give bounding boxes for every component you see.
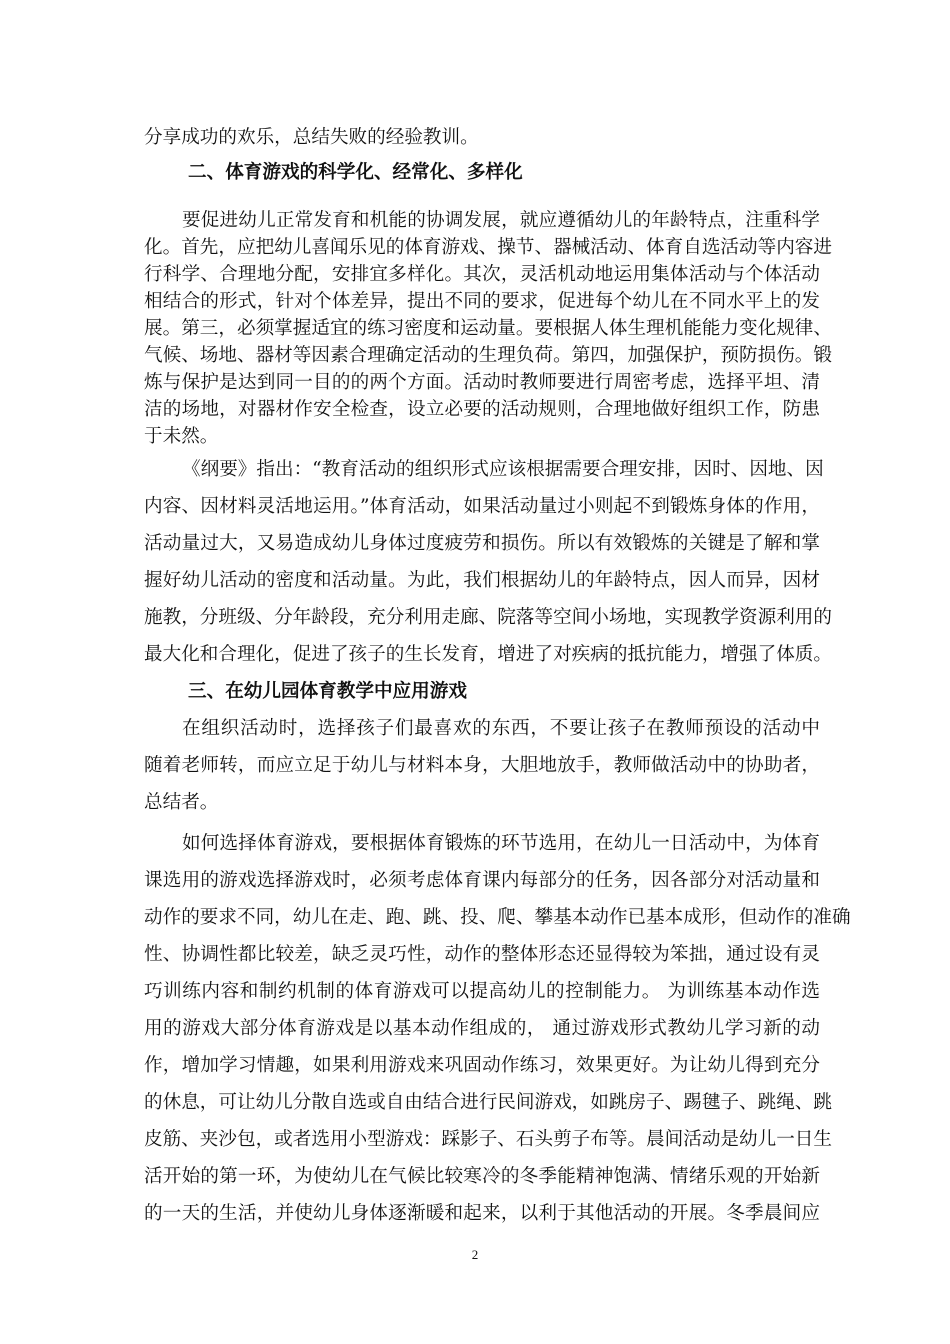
paragraph-line: 要促进幼儿正常发育和机能的协调发展，就应遵循幼儿的年龄特点，注重科学 (182, 210, 820, 231)
paragraph-line: 最大化和合理化，促进了孩子的生长发育，增进了对疾病的抵抗能力，增强了体质。 (144, 644, 832, 665)
paragraph-line: 用的游戏大部分体育游戏是以基本动作组成的， 通过游戏形式教幼儿学习新的动 (144, 1018, 820, 1039)
section-heading: 二、体育游戏的科学化、经常化、多样化 (188, 162, 523, 183)
paragraph-line: 握好幼儿活动的密度和活动量。为此，我们根据幼儿的年龄特点，因人而异，因材 (144, 570, 820, 591)
paragraph-line: 展。第三，必须掌握适宜的练习密度和运动量。要根据人体生理机能能力变化规律、 (144, 318, 832, 339)
page-number: 2 (471, 1247, 479, 1262)
paragraph-line: 炼与保护是达到同一目的的两个方面。活动时教师要进行周密考虑，选择平坦、清 (144, 372, 820, 393)
paragraph-line: 的休息，可让幼儿分散自选或自由结合进行民间游戏，如跳房子、踢毽子、跳绳、跳 (144, 1092, 832, 1113)
paragraph-line: 在组织活动时，选择孩子们最喜欢的东西，不要让孩子在教师预设的活动中 (182, 718, 820, 739)
paragraph-line: 性、协调性都比较差，缺乏灵巧性，动作的整体形态还显得较为笨拙，通过设有灵 (144, 944, 820, 965)
paragraph-line: 动作的要求不同，幼儿在走、跑、跳、投、爬、攀基本动作已基本成形，但动作的准确 (144, 907, 851, 928)
paragraph-line: 气候、场地、器材等因素合理确定活动的生理负荷。第四，加强保护，预防损伤。锻 (144, 345, 832, 366)
paragraph-line: 活开始的第一环，为使幼儿在气候比较寒冷的冬季能精神饱满、情绪乐观的开始新 (144, 1166, 820, 1187)
paragraph-line: 内容、因材料灵活地运用。”体育活动，如果活动量过小则起不到锻炼身体的作用， (144, 496, 820, 517)
paragraph-line: 相结合的形式，针对个体差异，提出不同的要求，促进每个幼儿在不同水平上的发 (144, 291, 820, 312)
paragraph-line: 皮筋、夹沙包，或者选用小型游戏：踩影子、石头剪子布等。晨间活动是幼儿一日生 (144, 1129, 832, 1150)
paragraph-line: 随着老师转，而应立足于幼儿与材料本身，大胆地放手，教师做活动中的协助者， (144, 755, 820, 776)
section-heading: 三、在幼儿园体育教学中应用游戏 (188, 681, 467, 702)
paragraph-line: 的一天的生活，并使幼儿身体逐渐暖和起来，以利于其他活动的开展。冬季晨间应 (144, 1203, 820, 1224)
paragraph-line: 巧训练内容和制约机制的体育游戏可以提高幼儿的控制能力。 为训练基本动作选 (144, 981, 820, 1002)
paragraph-line: 于未然。 (144, 426, 219, 447)
paragraph-line: 行科学、合理地分配，安排宜多样化。其次，灵活机动地运用集体活动与个体活动 (144, 264, 820, 285)
paragraph-line: 洁的场地，对器材作安全检查，设立必要的活动规则，合理地做好组织工作，防患 (144, 399, 820, 420)
paragraph-line: 如何选择体育游戏，要根据体育锻炼的环节选用，在幼儿一日活动中，为体育 (182, 833, 820, 854)
paragraph-line: 课选用的游戏选择游戏时，必须考虑体育课内每部分的任务，因各部分对活动量和 (144, 870, 820, 891)
paragraph-line: 《纲要》指出：“教育活动的组织形式应该根据需要合理安排，因时、因地、因 (182, 459, 824, 480)
paragraph-line: 活动量过大，又易造成幼儿身体过度疲劳和损伤。所以有效锻炼的关键是了解和掌 (144, 533, 820, 554)
paragraph-line: 分享成功的欢乐，总结失败的经验教训。 (144, 127, 479, 148)
paragraph-line: 施教，分班级、分年龄段，充分利用走廊、院落等空间小场地，实现教学资源利用的 (144, 607, 832, 628)
paragraph-line: 化。首先，应把幼儿喜闻乐见的体育游戏、操节、器械活动、体育自选活动等内容进 (144, 237, 832, 258)
paragraph-line: 总结者。 (144, 792, 219, 813)
paragraph-line: 作，增加学习情趣，如果利用游戏来巩固动作练习，效果更好。为让幼儿得到充分 (144, 1055, 820, 1076)
